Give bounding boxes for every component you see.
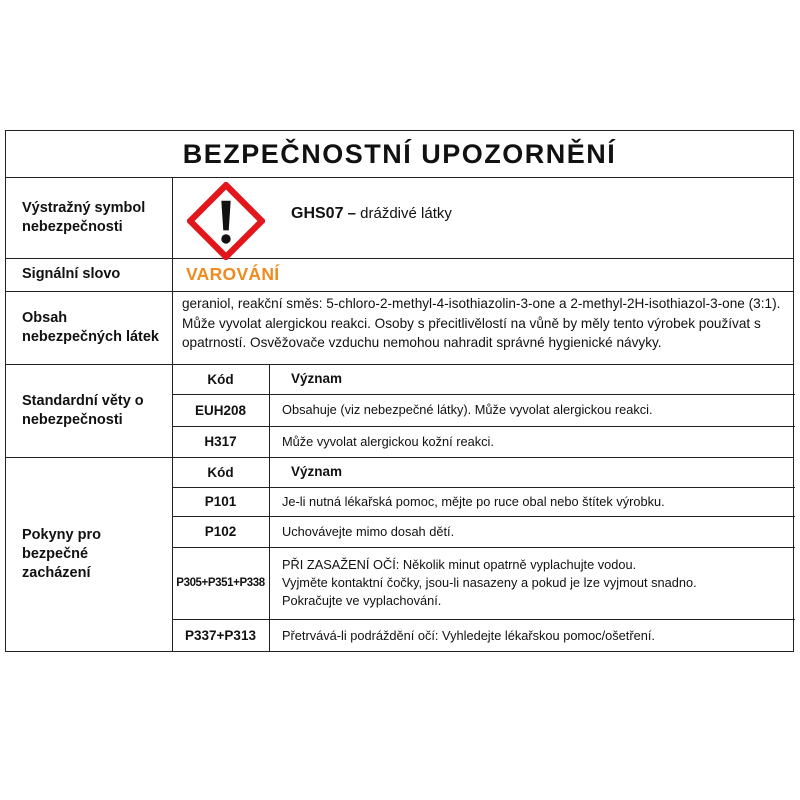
hazard-text: Obsahuje (viz nebezpečné látky). Může vyvolat alergickou reakci. — [282, 402, 653, 417]
precaution-code: P305+P351+P338 — [176, 577, 265, 589]
precaution-text-line: Vyjměte kontaktní čočky, jsou-li nasazeny a pokud je lze vyjmout snadno. — [282, 575, 697, 590]
precaution-text: Přetrvává-li podráždění očí: Vyhledejte lékařskou pomoc/ošetření. — [282, 627, 655, 643]
ghs-code: GHS07 — [291, 205, 344, 222]
ghs07-exclamation-icon — [187, 182, 265, 260]
symbol-label: Výstražný symbol nebezpečnosti — [22, 200, 146, 235]
precaution-text-line: Pokračujte ve vyplachování. — [282, 593, 442, 608]
precaution-header-meaning: Význam — [291, 464, 343, 479]
precaution-header-code: Kód — [207, 464, 234, 480]
hazard-header-code: Kód — [207, 371, 234, 387]
hazardous-substances-label: Obsah nebezpečných látek — [22, 309, 159, 345]
precaution-text: Uchovávejte mimo dosah dětí. — [282, 523, 455, 539]
hazard-header-meaning: Význam — [291, 371, 343, 386]
ghs-text — [291, 205, 452, 223]
precaution-code: P337+P313 — [185, 628, 256, 643]
precaution-text-line: PŘI ZASAŽENÍ OČÍ: Několik minut opatrně vyplachujte vodou. — [282, 557, 637, 572]
ghs-separator: – — [343, 205, 361, 222]
signal-word: VAROVÁNÍ — [186, 263, 280, 284]
hazard-statements-label: Standardní věty o nebezpečnosti — [22, 392, 144, 428]
hazardous-substances-text: geraniol, reakční směs: 5-chloro-2-methyl-4-isothiazolin-3-one a 2-methyl-2H-isothiazol-3-one (3:1). Může vyvolat alergickou reakci. Osoby s přecitlivělostí na vůně by měly tento výrobek používat s opatrností. Osvěžovače vzduchu nemohou nahradit správné hygienické návyky. — [182, 296, 781, 350]
precaution-text: Je-li nutná lékařská pomoc, mějte po ruce obal nebo štítek výrobku. — [282, 493, 665, 509]
hazard-code: H317 — [204, 434, 237, 449]
precaution-code: P102 — [204, 524, 237, 539]
page-title: BEZPEČNOSTNÍ UPOZORNĚNÍ — [6, 131, 793, 178]
ghs-desc: dráždivé látky — [360, 205, 452, 222]
hazard-text: Může vyvolat alergickou kožní reakci. — [282, 433, 494, 449]
precaution-code: P101 — [204, 494, 237, 509]
signal-word-label: Signální slovo — [22, 266, 121, 282]
column-divider — [269, 364, 270, 457]
hazard-code: EUH208 — [194, 402, 247, 418]
precautionary-statements-label: Pokyny pro bezpečné zacházení — [22, 527, 101, 581]
precaution-text — [282, 547, 792, 619]
